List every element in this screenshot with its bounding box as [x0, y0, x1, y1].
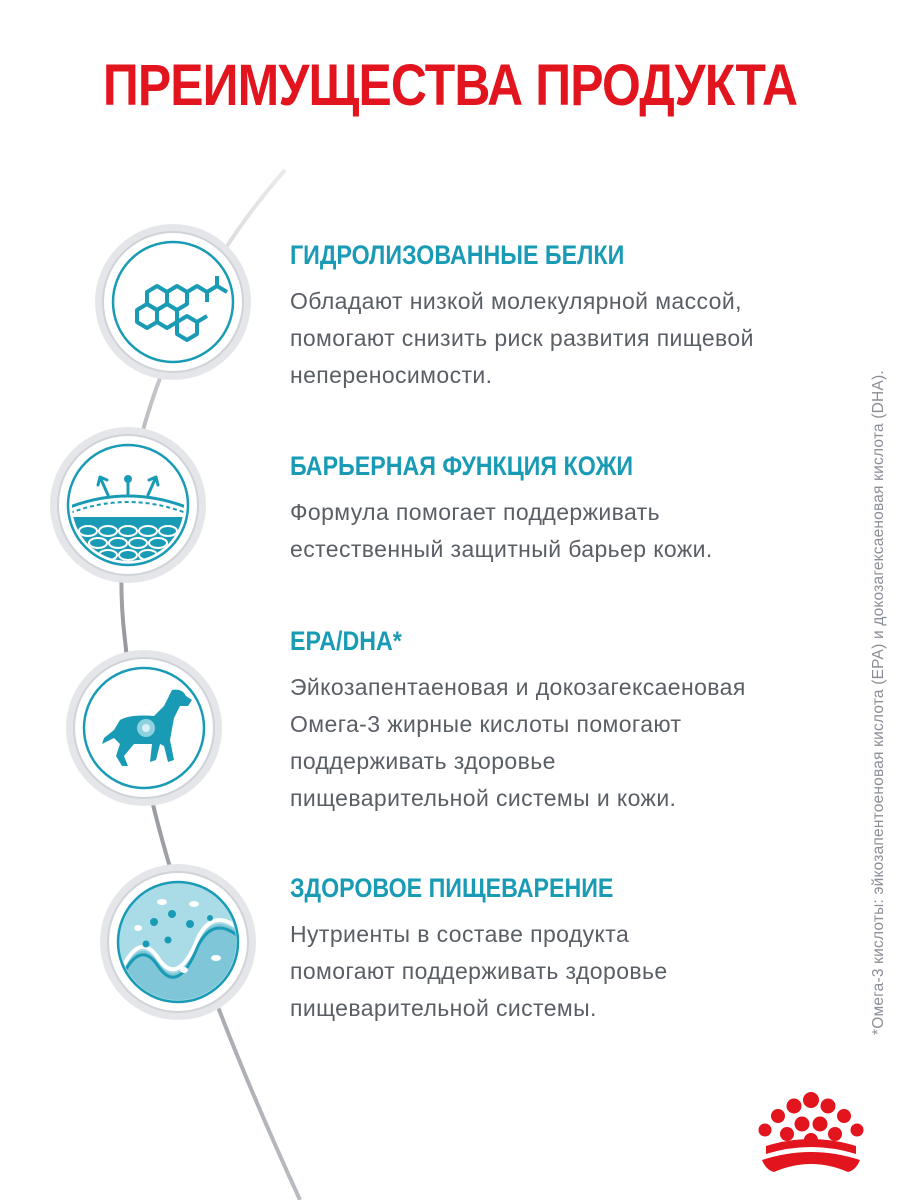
feature-epa-dha: [290, 626, 850, 817]
feature-title: БАРЬЕРНАЯ ФУНКЦИЯ КОЖИ: [290, 451, 634, 481]
molecule-icon: [93, 222, 253, 382]
page-title: ПРЕИМУЩЕСТВА ПРОДУКТА: [102, 53, 798, 118]
crown-logo-icon: [752, 1090, 870, 1176]
feature-title: EPA/DHA*: [290, 626, 402, 656]
feature-text: Нутриенты в составе продукта помогают поддерживать здоровье пищеварительной системы.: [290, 921, 668, 1021]
digestion-icon: [98, 862, 258, 1022]
feature-skin-barrier: [290, 451, 850, 568]
feature-healthy-digestion: [290, 873, 850, 1027]
feature-text: Формула помогает поддерживать естественный защитный барьер кожи.: [290, 499, 713, 562]
feature-text: Эйкозапентаеновая и докозагексаеновая Омега-3 жирные кислоты помогают поддерживать здоровье пищеварительной системы и кожи.: [290, 674, 746, 811]
footnote: *Омега-3 кислоты: эйкозапентоеновая кислота (EPA) и докозагексаеновая кислота (DHA).: [870, 370, 887, 1035]
feature-hydrolyzed-proteins: [290, 240, 850, 394]
dog-icon: [64, 648, 224, 808]
skin-barrier-badge: [48, 425, 208, 590]
digestion-badge: [98, 862, 258, 1027]
feature-title: ГИДРОЛИЗОВАННЫЕ БЕЛКИ: [290, 240, 625, 270]
molecule-badge: [93, 222, 253, 387]
feature-title: ЗДОРОВОЕ ПИЩЕВАРЕНИЕ: [290, 873, 614, 903]
skin-barrier-icon: [48, 425, 208, 585]
dog-badge: [64, 648, 224, 813]
feature-text: Обладают низкой молекулярной массой, помогают снизить риск развития пищевой непереносимости.: [290, 288, 754, 388]
brand-logo: [752, 1090, 870, 1181]
